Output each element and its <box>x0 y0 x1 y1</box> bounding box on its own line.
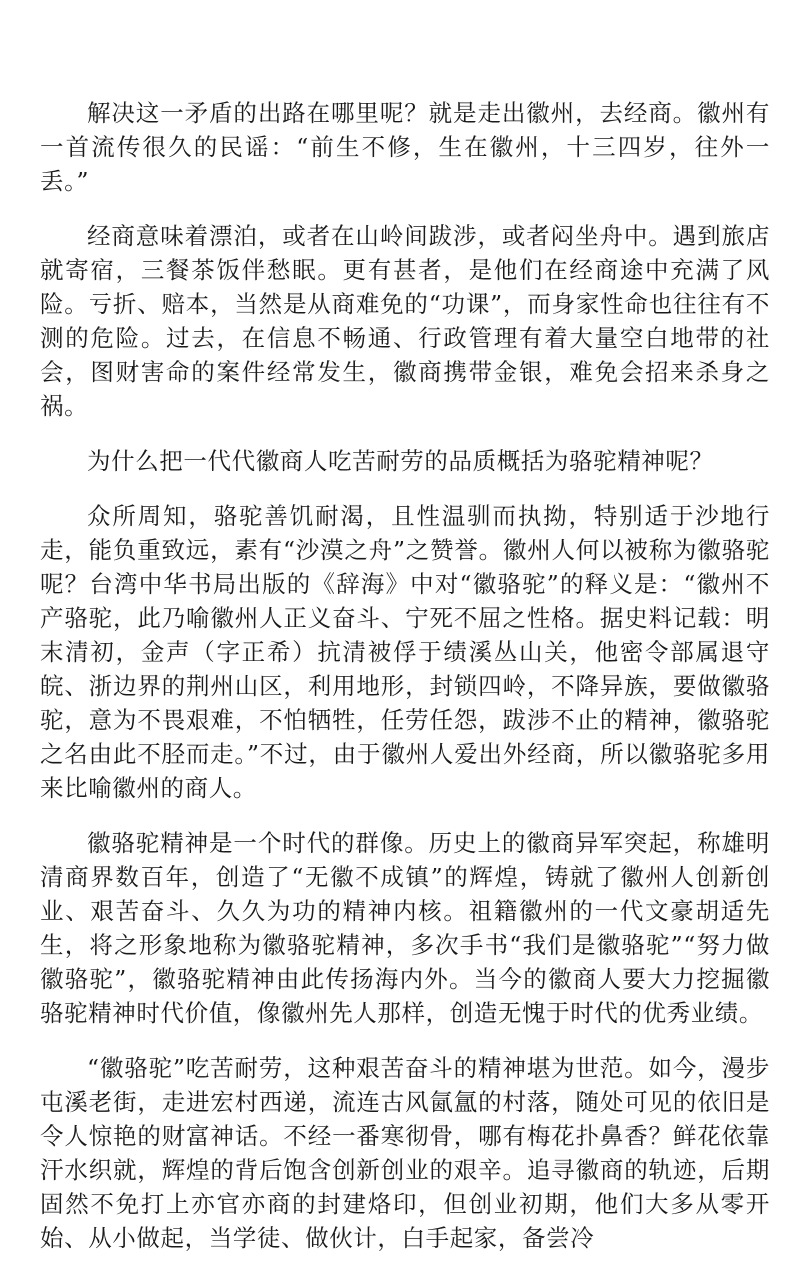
paragraph-6: “徽骆驼”吃苦耐劳，这种艰苦奋斗的精神堪为世范。如今，漫步屯溪老街，走进宏村西递，流连古风氤氲的村落，随处可见的依旧是令人惊艳的财富神话。不经一番寒彻骨，哪有梅花扑鼻香？鲜花依靠汗水织就，辉煌的背后饱含创新创业的艰辛。追寻徽商的轨迹，后期固然不免打上亦官亦商的封建烙印，但创业初期，他们大多从零开始、从小做起，当学徒、做伙计，白手起家，备尝冷 <box>40 1054 770 1252</box>
paragraph-1: 解决这一矛盾的出路在哪里呢？就是走出徽州，去经商。徽州有一首流传很久的民谣：“前生不修，生在徽州，十三四岁，往外一丢。” <box>40 99 770 195</box>
document-page <box>40 96 770 1276</box>
paragraph-3: 为什么把一代代徽商人吃苦耐劳的品质概括为骆驼精神呢？ <box>87 447 714 475</box>
paragraph-5: 徽骆驼精神是一个时代的群像。历史上的徽商异军突起，称雄明清商界数百年，创造了“无徽不成镇”的辉煌，铸就了徽州人创新创业、艰苦奋斗、久久为功的精神内核。祖籍徽州的一代文豪胡适先生，将之形象地称为徽骆驼精神，多次手书“我们是徽骆驼”“努力做徽骆驼”，徽骆驼精神由此传扬海内外。当今的徽商人要大力挖掘徽骆驼精神时代价值，像徽州先人那样，创造无愧于时代的优秀业绩。 <box>40 829 770 1027</box>
paragraph-2: 经商意味着漂泊，或者在山岭间跋涉，或者闷坐舟中。遇到旅店就寄宿，三餐茶饭伴愁眠。更有甚者，是他们在经商途中充满了风险。亏折、赔本，当然是从商难免的“功课”，而身家性命也往往有不测的危险。过去，在信息不畅通、行政管理有着大量空白地带的社会，图财害命的案件经常发生，徽商携带金银，难免会招来杀身之祸。 <box>40 222 770 420</box>
paragraph-4: 众所周知，骆驼善饥耐渴，且性温驯而执拗，特别适于沙地行走，能负重致远，素有“沙漠之舟”之赞誉。徽州人何以被称为徽骆驼呢？台湾中华书局出版的《辞海》中对“徽骆驼”的释义是：“徽州不产骆驼，此乃喻徽州人正义奋斗、宁死不屈之性格。据史料记载：明末清初，金声（字正希）抗清被俘于绩溪丛山关，他密令部属退守皖、浙边界的荆州山区，利用地形，封锁四岭，不降异族，要做徽骆驼，意为不畏艰难，不怕牺牲，任劳任怨，跋涉不止的精神，徽骆驼之名由此不胫而走。”不过，由于徽州人爱出外经商，所以徽骆驼多用来比喻徽州的商人。 <box>40 502 770 802</box>
